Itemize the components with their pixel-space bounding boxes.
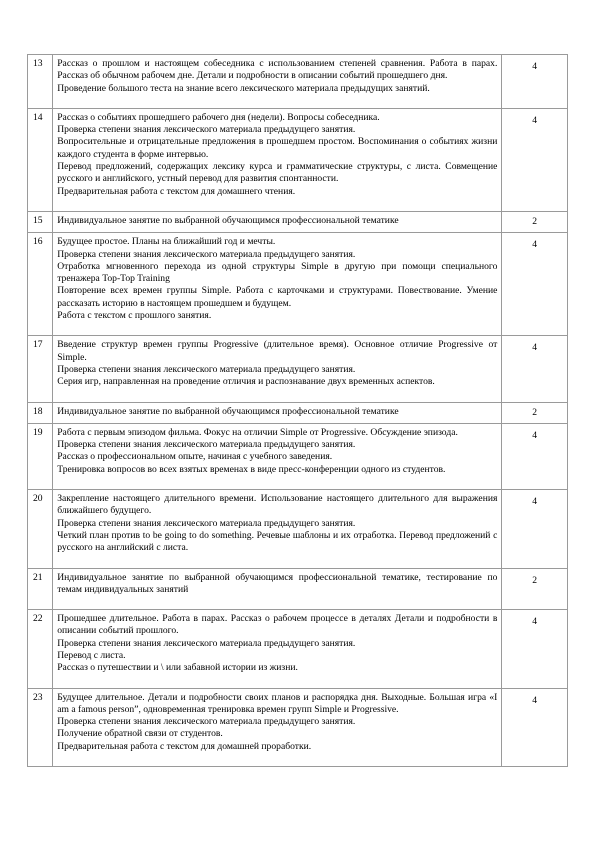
lesson-number: 17 [28, 336, 53, 402]
lesson-description [53, 688, 502, 766]
lesson-description-line: Серия игр, направленная на проведение отличия и распознавание двух временных аспектов. [57, 376, 435, 388]
lesson-plan-table [27, 54, 568, 767]
lesson-number: 16 [28, 233, 53, 336]
row-bottom-spacing [57, 675, 497, 684]
lesson-description-line: Работа с первым эпизодом фильма. Фокус на отличии Simple от Progressive. Обсуждение эпизода. [57, 426, 458, 438]
lesson-description [53, 610, 502, 688]
lesson-number: 14 [28, 108, 53, 211]
lesson-hours: 4 [502, 233, 568, 336]
lesson-description [53, 402, 502, 423]
row-bottom-spacing [57, 95, 497, 104]
lesson-hours: 4 [502, 336, 568, 402]
lesson-number: 19 [28, 423, 53, 489]
lesson-description-line: Будущее простое. Планы на ближайший год и мечты. [57, 236, 276, 248]
lesson-description [53, 108, 502, 211]
lesson-description [53, 568, 502, 610]
lesson-hours: 4 [502, 108, 568, 211]
lesson-description-line: Проверка степени знания лексического материала предыдущего занятия. [57, 637, 356, 649]
lesson-description-line: Введение структур времен группы Progressive (длительное время). Основное отличие Progressive от Simple. [57, 339, 498, 363]
lesson-number: 15 [28, 211, 53, 232]
lesson-row [28, 108, 568, 211]
lesson-description-line: Индивидуальное занятие по выбранной обучающимся профессиональной тематике, тестирование по темам индивидуальных занятий [57, 571, 498, 595]
lesson-description-line: Рассказ о прошлом и настоящем собеседника с использованием степеней сравнения. Работа в парах. Рассказ об обычном рабочем дне. Детали и подробности в описании событий прошедшего дня. [57, 58, 498, 82]
lesson-description [53, 490, 502, 568]
lesson-description [53, 423, 502, 489]
lesson-number: 23 [28, 688, 53, 766]
lesson-description [53, 233, 502, 336]
lesson-description-line: Индивидуальное занятие по выбранной обучающимся профессиональной тематике [57, 214, 399, 226]
lesson-row [28, 688, 568, 766]
lesson-description-line: Предварительная работа с текстом для домашнего чтения. [57, 185, 296, 197]
lesson-description-line: Перевод предложений, содержащих лексику курса и грамматические структуры, с листа. Совмещение русского и английского, устный перевод для развития спонтанности. [57, 161, 498, 185]
lesson-description [53, 211, 502, 232]
lesson-row [28, 336, 568, 402]
lesson-description-line: Получение обратной связи от студентов. [57, 728, 223, 740]
lesson-description-line: Перевод с листа. [57, 649, 126, 661]
lesson-row [28, 490, 568, 568]
lesson-number: 13 [28, 55, 53, 109]
lesson-description-line: Работа с текстом с прошлого занятия. [57, 310, 212, 322]
lesson-hours: 4 [502, 610, 568, 688]
lesson-description-line: Рассказ о событиях прошедшего рабочего дня (недели). Вопросы собеседника. [57, 111, 380, 123]
lesson-row [28, 423, 568, 489]
lesson-description [53, 336, 502, 402]
lesson-number: 20 [28, 490, 53, 568]
lesson-number: 21 [28, 568, 53, 610]
lesson-row [28, 55, 568, 109]
lesson-description-line: Будущее длительное. Детали и подробности своих планов и распорядка дня. Выходные. Большая игра «I am a famous person”, одновременная тренировка времен групп Simple и Progressive. [57, 691, 498, 715]
lesson-row [28, 402, 568, 423]
lesson-description-line: Четкий план против to be going to do something. Речевые шаблоны и их отработка. Перевод предложений с русского на английский с листа. [57, 529, 498, 554]
lesson-description-line: Проверка степени знания лексического материала предыдущего занятия. [57, 124, 356, 136]
lesson-row [28, 233, 568, 336]
lesson-number: 22 [28, 610, 53, 688]
lesson-description-line: Проверка степени знания лексического материала предыдущего занятия. [57, 248, 356, 260]
lesson-description-line: Закрепление настоящего длительного времени. Использование настоящего длительного для выражения ближайшего будущего. [57, 493, 498, 517]
lesson-row [28, 211, 568, 232]
lesson-description-line: Рассказ о профессиональном опыте, начиная с учебного заведения. [57, 451, 333, 463]
lesson-description-line: Отработка мгновенного перехода из одной структуры Simple в другую при помощи специального тренажера Top-Top Training [57, 260, 498, 285]
lesson-hours: 2 [502, 211, 568, 232]
lesson-description-line: Предварительная работа с текстом для домашней проработки. [57, 740, 312, 752]
lesson-hours: 2 [502, 568, 568, 610]
lesson-row [28, 568, 568, 610]
lesson-description [53, 55, 502, 109]
lesson-description-line: Индивидуальное занятие по выбранной обучающимся профессиональной тематике [57, 405, 399, 417]
lesson-description-line: Проверка степени знания лексического материала предыдущего занятия. [57, 439, 356, 451]
lesson-description-line: Проведение большого теста на знание всего лексического материала предыдущих занятий. [57, 82, 430, 94]
lesson-description-line: Прошедшее длительное. Работа в парах. Рассказ о рабочем процессе в деталях Детали и подробности в описании событий прошлого. [57, 613, 498, 637]
row-bottom-spacing [57, 198, 497, 207]
lesson-description-line: Вопросительные и отрицательные предложения в прошедшем простом. Воспоминания о событиях жизни каждого студента в форме интервью. [57, 136, 498, 160]
lesson-description-line: Тренировка вопросов во всех взятых временах в виде пресс-конференции одного из студентов. [57, 463, 446, 475]
lesson-hours: 4 [502, 423, 568, 489]
lesson-row [28, 610, 568, 688]
lesson-plan-body [28, 55, 568, 767]
lesson-hours: 4 [502, 55, 568, 109]
row-bottom-spacing [57, 753, 497, 762]
row-bottom-spacing [57, 389, 497, 398]
lesson-hours: 2 [502, 402, 568, 423]
lesson-description-line: Проверка степени знания лексического материала предыдущего занятия. [57, 716, 356, 728]
lesson-description-line: Проверка степени знания лексического материала предыдущего занятия. [57, 517, 356, 529]
lesson-hours: 4 [502, 490, 568, 568]
row-bottom-spacing [57, 322, 497, 331]
row-bottom-spacing [57, 596, 497, 605]
row-bottom-spacing [57, 476, 497, 485]
lesson-number: 18 [28, 402, 53, 423]
lesson-hours: 4 [502, 688, 568, 766]
lesson-description-line: Проверка степени знания лексического материала предыдущего занятия. [57, 363, 356, 375]
lesson-description-line: Рассказ о путешествии и \ или забавной истории из жизни. [57, 662, 298, 674]
row-bottom-spacing [57, 555, 497, 564]
lesson-description-line: Повторение всех времен группы Simple. Работа с карточками и структурами. Повествование. Умение рассказать историю в настоящем прошедшем и будущем. [57, 285, 498, 309]
